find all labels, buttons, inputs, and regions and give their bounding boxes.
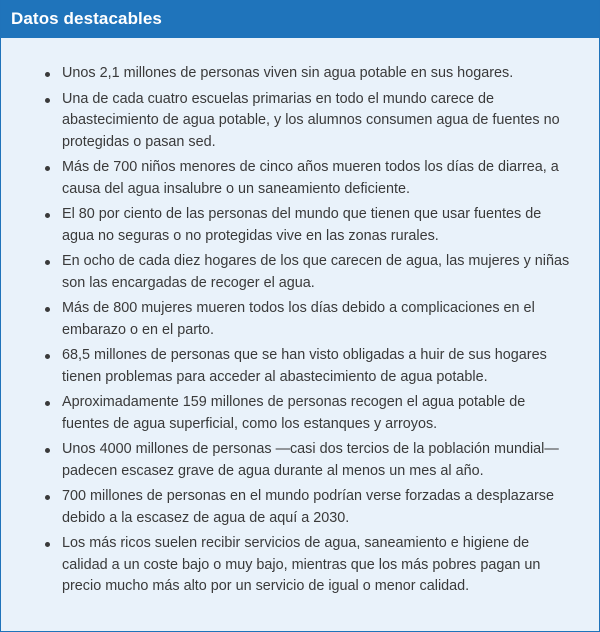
fact-text: El 80 por ciento de las personas del mundo que tienen que usar fuentes de agua no seguras o no protegidas vive en las zonas rurales.	[62, 206, 542, 244]
list-item	[43, 89, 571, 154]
list-item	[43, 157, 571, 200]
panel-title: Datos destacables	[11, 9, 162, 28]
bullet-icon	[45, 98, 50, 103]
fact-text: Más de 800 mujeres mueren todos los días debido a complicaciones en el embarazo o en el parto.	[62, 300, 535, 338]
fact-text: Los más ricos suelen recibir servicios de agua, saneamiento e higiene de calidad a un coste bajo o muy bajo, mientras que los más pobres pagan un precio mucho más alto por un servicio de igual o menor calidad.	[62, 535, 541, 594]
fact-text: En ocho de cada diez hogares de los que carecen de agua, las mujeres y niñas son las encargadas de recoger el agua.	[62, 253, 570, 291]
list-item	[43, 63, 571, 85]
list-item	[43, 392, 571, 435]
list-item	[43, 345, 571, 388]
fact-text: Unos 4000 millones de personas —casi dos tercios de la población mundial— padecen escasez grave de agua durante al menos un mes al año.	[62, 441, 559, 479]
list-item	[43, 486, 571, 529]
fact-text: Una de cada cuatro escuelas primarias en todo el mundo carece de abastecimiento de agua potable, y los alumnos consumen agua de fuentes no protegidas o pasan sed.	[62, 90, 560, 150]
fact-text: Más de 700 niños menores de cinco años mueren todos los días de diarrea, a causa del agua insalubre o un saneamiento deficiente.	[62, 159, 559, 197]
list-item	[43, 298, 571, 341]
bullet-icon	[45, 542, 50, 547]
bullet-icon	[45, 354, 50, 359]
list-item	[43, 439, 571, 482]
panel-header	[1, 0, 599, 38]
list-item	[43, 204, 571, 247]
bullet-icon	[45, 448, 50, 453]
bullet-icon	[45, 401, 50, 406]
bullet-icon	[45, 307, 50, 312]
list-item	[43, 251, 571, 294]
bullet-icon	[45, 166, 50, 171]
fact-text: Unos 2,1 millones de personas viven sin agua potable en sus hogares.	[62, 65, 514, 81]
bullet-icon	[45, 495, 50, 500]
fact-text: 700 millones de personas en el mundo podrían verse forzadas a desplazarse debido a la escasez de agua de aquí a 2030.	[62, 488, 554, 526]
facts-list	[1, 38, 599, 598]
bullet-icon	[45, 72, 50, 77]
fact-text: 68,5 millones de personas que se han visto obligadas a huir de sus hogares tienen problemas para acceder al abastecimiento de agua potable.	[62, 347, 547, 385]
list-item	[43, 533, 571, 598]
bullet-icon	[45, 260, 50, 265]
bullet-icon	[45, 213, 50, 218]
fact-text: Aproximadamente 159 millones de personas recogen el agua potable de fuentes de agua superficial, como los estanques y arroyos.	[62, 394, 526, 432]
